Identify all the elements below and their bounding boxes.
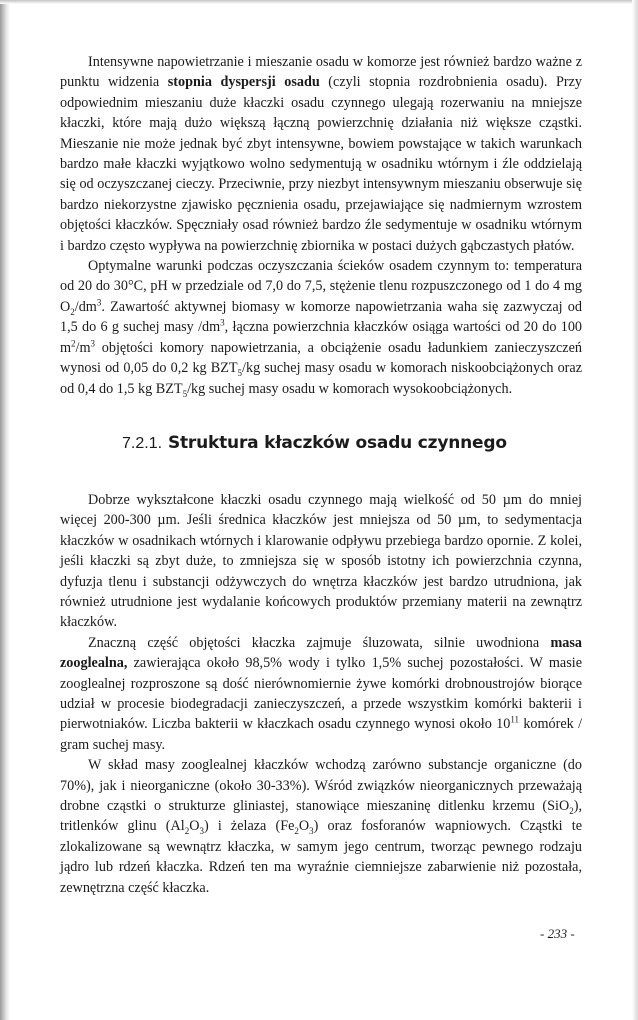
text-span: /m [75, 339, 91, 356]
section-title: Struktura kłaczków osadu czynnego [167, 432, 507, 453]
text-span: ) oraz fosforanów wapniowych. Cząstki te zlokalizowane są wewnątrz kłaczka, w samym jego centrum, tworząc pewnego rodzaju jądro lub rdzeń kłaczka. Rdzeń ten ma wyraźnie ciemniejsze zabarwienie niż pozostała, zewnętrzna część kłaczka. [60, 818, 582, 896]
text-span: ), tritlenków glinu (Al [60, 798, 582, 835]
section-heading [60, 432, 582, 455]
subscript: 5 [182, 388, 188, 399]
scan-shadow-top [0, 0, 638, 4]
subscript: 3 [309, 826, 314, 837]
text-span: Dobrze wykształcone kłaczki osadu czynnego mają wielkość od 50 µm do mniej więcej 200-300 µm. Jeśli średnica kłaczków jest mniejsza od 50 µm, to sedymentacja kłaczków w osadnikach wtórnych i klarowanie odpływu przebiega bardzo opornie. Z kolei, jeśli kłaczki są zbyt duże, to zmniejsza się w sposób istotny ich powierzchnia czynna, dyfuzja tlenu i substancji odżywczych do wnętrza kłaczków jest bardzo utrudniona, jak również utrudnione jest wydalanie końcowych produktów przemiany materii na zewnątrz kłaczków. [60, 491, 582, 631]
text-span: . Zawartość aktywnej biomasy w komorze napowietrzania waha się zazwyczaj od 1,5 do 6 g suchej masy /dm [60, 298, 582, 336]
paragraph-optimal-conditions [60, 256, 582, 399]
superscript: 3 [96, 297, 102, 308]
section-number: 7.2.1. [122, 434, 163, 452]
text-span: O [189, 818, 200, 835]
paragraph-dispersion [60, 52, 582, 256]
text-span: zawierająca około 98,5% wody i tylko 1,5% suchej pozostałości. W masie zooglealnej rozproszone są dość nierównomiernie żywe komórki drobnoustrojów biorące udział w procesie biodegradacji zanieczyszczeń, a przede wszystkim komórki bakterii i pierwotniaków. Liczba bakterii w kłaczkach osadu czynnego wynosi około 10 [60, 655, 582, 733]
superscript: 2 [71, 337, 76, 348]
subscript: 3 [199, 826, 204, 837]
subscript: 2 [569, 805, 574, 816]
text-span: (czyli stopnia rozdrobnienia osadu). Przy odpowiednim mieszaniu duże kłaczki osadu czynnego ulegają rozerwaniu na mniejsze kłaczki, które mają dużo większą łączną powierzchnię działania niż większe cząstki. Mieszanie nie może jednak być zbyt intensywne, bowiem powstające w takich warunkach bardzo małe kłaczki wyjątkowo wolno sedymentują w osadniku wtórnym i źle oddzielają się od oczyszczanej cieczy. Przeciwnie, przy niezbyt intensywnym mieszaniu obserwuje się bardzo niekorzystne zjawisko pęcznienia osadu, przejawiające się nadmiernym wzrostem objętości kłaczków. Spęczniały osad również bardzo źle sedymentuje w osadniku wtórnym i bardzo często wypływa na powierzchnię zbiornika w postaci dużych gąbczastych płatów. [60, 74, 583, 254]
text-span: O [298, 818, 310, 835]
paragraph-composition [60, 755, 582, 898]
text-span: , łączna powierzchnia kłaczków osiąga wartości od 20 do 100 m [60, 319, 583, 356]
text-span: objętości komory napowietrzania, a obciążenie osadu ładunkiem zanieczyszczeń wynosi od 0,05 do 0,2 kg BZT [60, 339, 582, 377]
page-body [60, 52, 582, 898]
superscript: 3 [220, 317, 225, 328]
subscript: 2 [184, 826, 190, 837]
scan-shadow-left [0, 0, 10, 1020]
subscript: 2 [294, 826, 299, 837]
text-span: ) i żelaza (Fe [203, 818, 295, 835]
text-span: Optymalne warunki podczas oczyszczania ścieków osadem czynnym to: temperatura od 20 do 30°C, pH w przedziale od 7,0 do 7,5, stężenie tlenu rozpuszczonego od 1 do 4 mg O [60, 258, 582, 315]
text-span: Znaczną część objętości kłaczka zajmuje śluzowata, silnie uwodniona [88, 634, 551, 651]
scan-edge-right [632, 0, 638, 1020]
subscript: 2 [70, 306, 75, 317]
text-span: komórek / gram suchej masy. [60, 716, 583, 753]
bold-term-dispersion: stopnia dyspersji osadu [167, 74, 320, 91]
superscript: 3 [90, 337, 96, 348]
superscript: 11 [510, 714, 520, 725]
text-span: W skład masy zooglealnej kłaczków wchodzą zarówno substancje organiczne (do 70%), jak i nieorganiczne (około 30-33%). Wśród związków nieorganicznych przeważają drobne cząstki o strukturze gliniastej, stanowiące mieszaninę ditlenku krzemu (SiO [60, 757, 582, 814]
subscript: 5 [237, 367, 243, 378]
paragraph-floc-size [60, 490, 582, 633]
text-span: /dm [74, 298, 97, 315]
bold-term-zoogleal-mass: masa zooglealna, [60, 634, 582, 672]
text-span: /kg suchej masy osadu w komorach niskoobciążonych oraz od 0,4 do 1,5 kg BZT [60, 360, 582, 397]
paragraph-zoogleal-mass [60, 633, 582, 755]
text-span: /kg suchej masy osadu w komorach wysokoobciążonych. [187, 380, 513, 397]
text-span: Intensywne napowietrzanie i mieszanie osadu w komorze jest również bardzo ważne z punktu widzenia [60, 54, 582, 91]
page-number: - 233 - [540, 926, 575, 941]
